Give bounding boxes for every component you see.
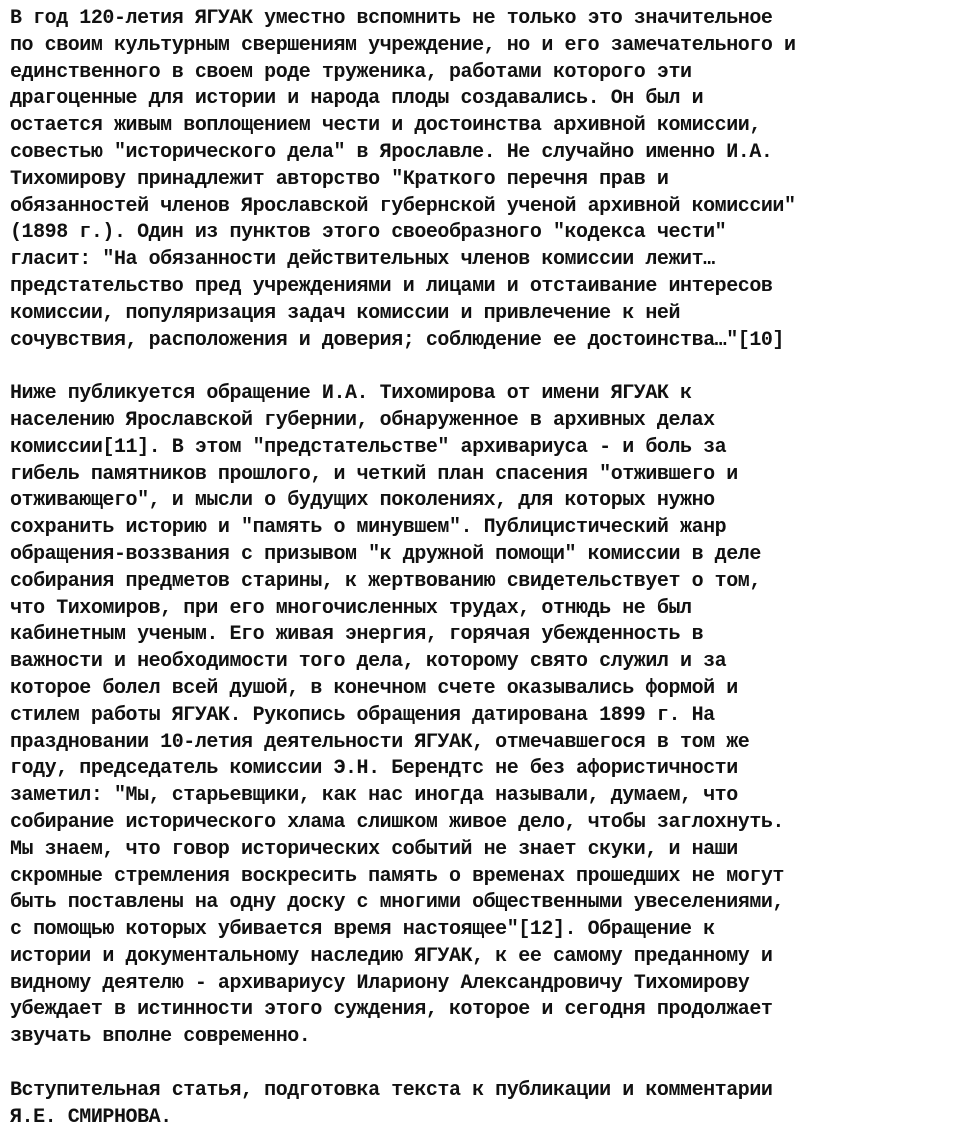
paragraph-spacer [10,354,979,381]
paragraph-credits: Вступительная статья, подготовка текста к публикации и комментарии Я.Е. СМИРНОВА. [10,1078,773,1129]
paragraph-spacer [10,1051,979,1078]
paragraph-intro: В год 120-летия ЯГУАК уместно вспомнить не только это значительное по своим культурным свершениям учреждение, но и его замечательного и единственного в своем роде труженика, работами которого эти драгоценные для истории и народа плоды создавались. Он был и остается живым воплощением чести и достоинства архивной комиссии, совестью "исторического дела" в Ярославле. Не случайно именно И.А. Тихомирову принадлежит авторство "Краткого перечня прав и обязанностей членов Ярославской губернской ученой архивной комиссии" (1898 г.). Один из пунктов этого своеобразного "кодекса чести" гласит: "На обязанности действительных членов комиссии лежит… предстательство пред учреждениями и лицами и отстаивание интересов комиссии, популяризация задач комиссии и привлечение к ней сочувствия, расположения и доверия; соблюдение ее достоинства…"[10] [10,7,796,352]
paragraph-appeal: Ниже публикуется обращение И.А. Тихомирова от имени ЯГУАК к населению Ярославской губернии, обнаруженное в архивных делах комиссии[11]. В этом "предстательстве" архивариуса - и боль за гибель памятников прошлого, и четкий план спасения "отжившего и отживающего", и мысли о будущих поколениях, для которых нужно сохранить историю и "память о минувшем". Публицистический жанр обращения-воззвания с призывом "к дружной помощи" комиссии в деле собирания предметов старины, к жертвованию свидетельствует о том, что Тихомиров, при его многочисленных трудах, отнюдь не был кабинетным ученым. Его живая энергия, горячая убежденность в важности и необходимости того дела, которому свято служил и за которое болел всей душой, в конечном счете оказывались формой и стилем работы ЯГУАК. Рукопись обращения датирована 1899 г. На праздновании 10-летия деятельности ЯГУАК, отмечавшегося в том же году, председатель комиссии Э.Н. Берендтс не без афористичности заметил: "Мы, старьевщики, как нас иногда называли, думаем, что собирание исторического хлама слишком живое дело, чтобы заглохнуть. Мы знаем, что говор исторических событий не знает скуки, и наши скромные стремления воскресить память о временах прошедших не могут быть поставлены на одну доску с многими общественными увеселениями, с помощью которых убивается время настоящее"[12]. Обращение к истории и документальному наследию ЯГУАК, к ее самому преданному и видному деятелю - архивариусу Илариону Александровичу Тихомирову убеждает в истинности этого суждения, которое и сегодня продолжает звучать вполне современно. [10,382,784,1049]
